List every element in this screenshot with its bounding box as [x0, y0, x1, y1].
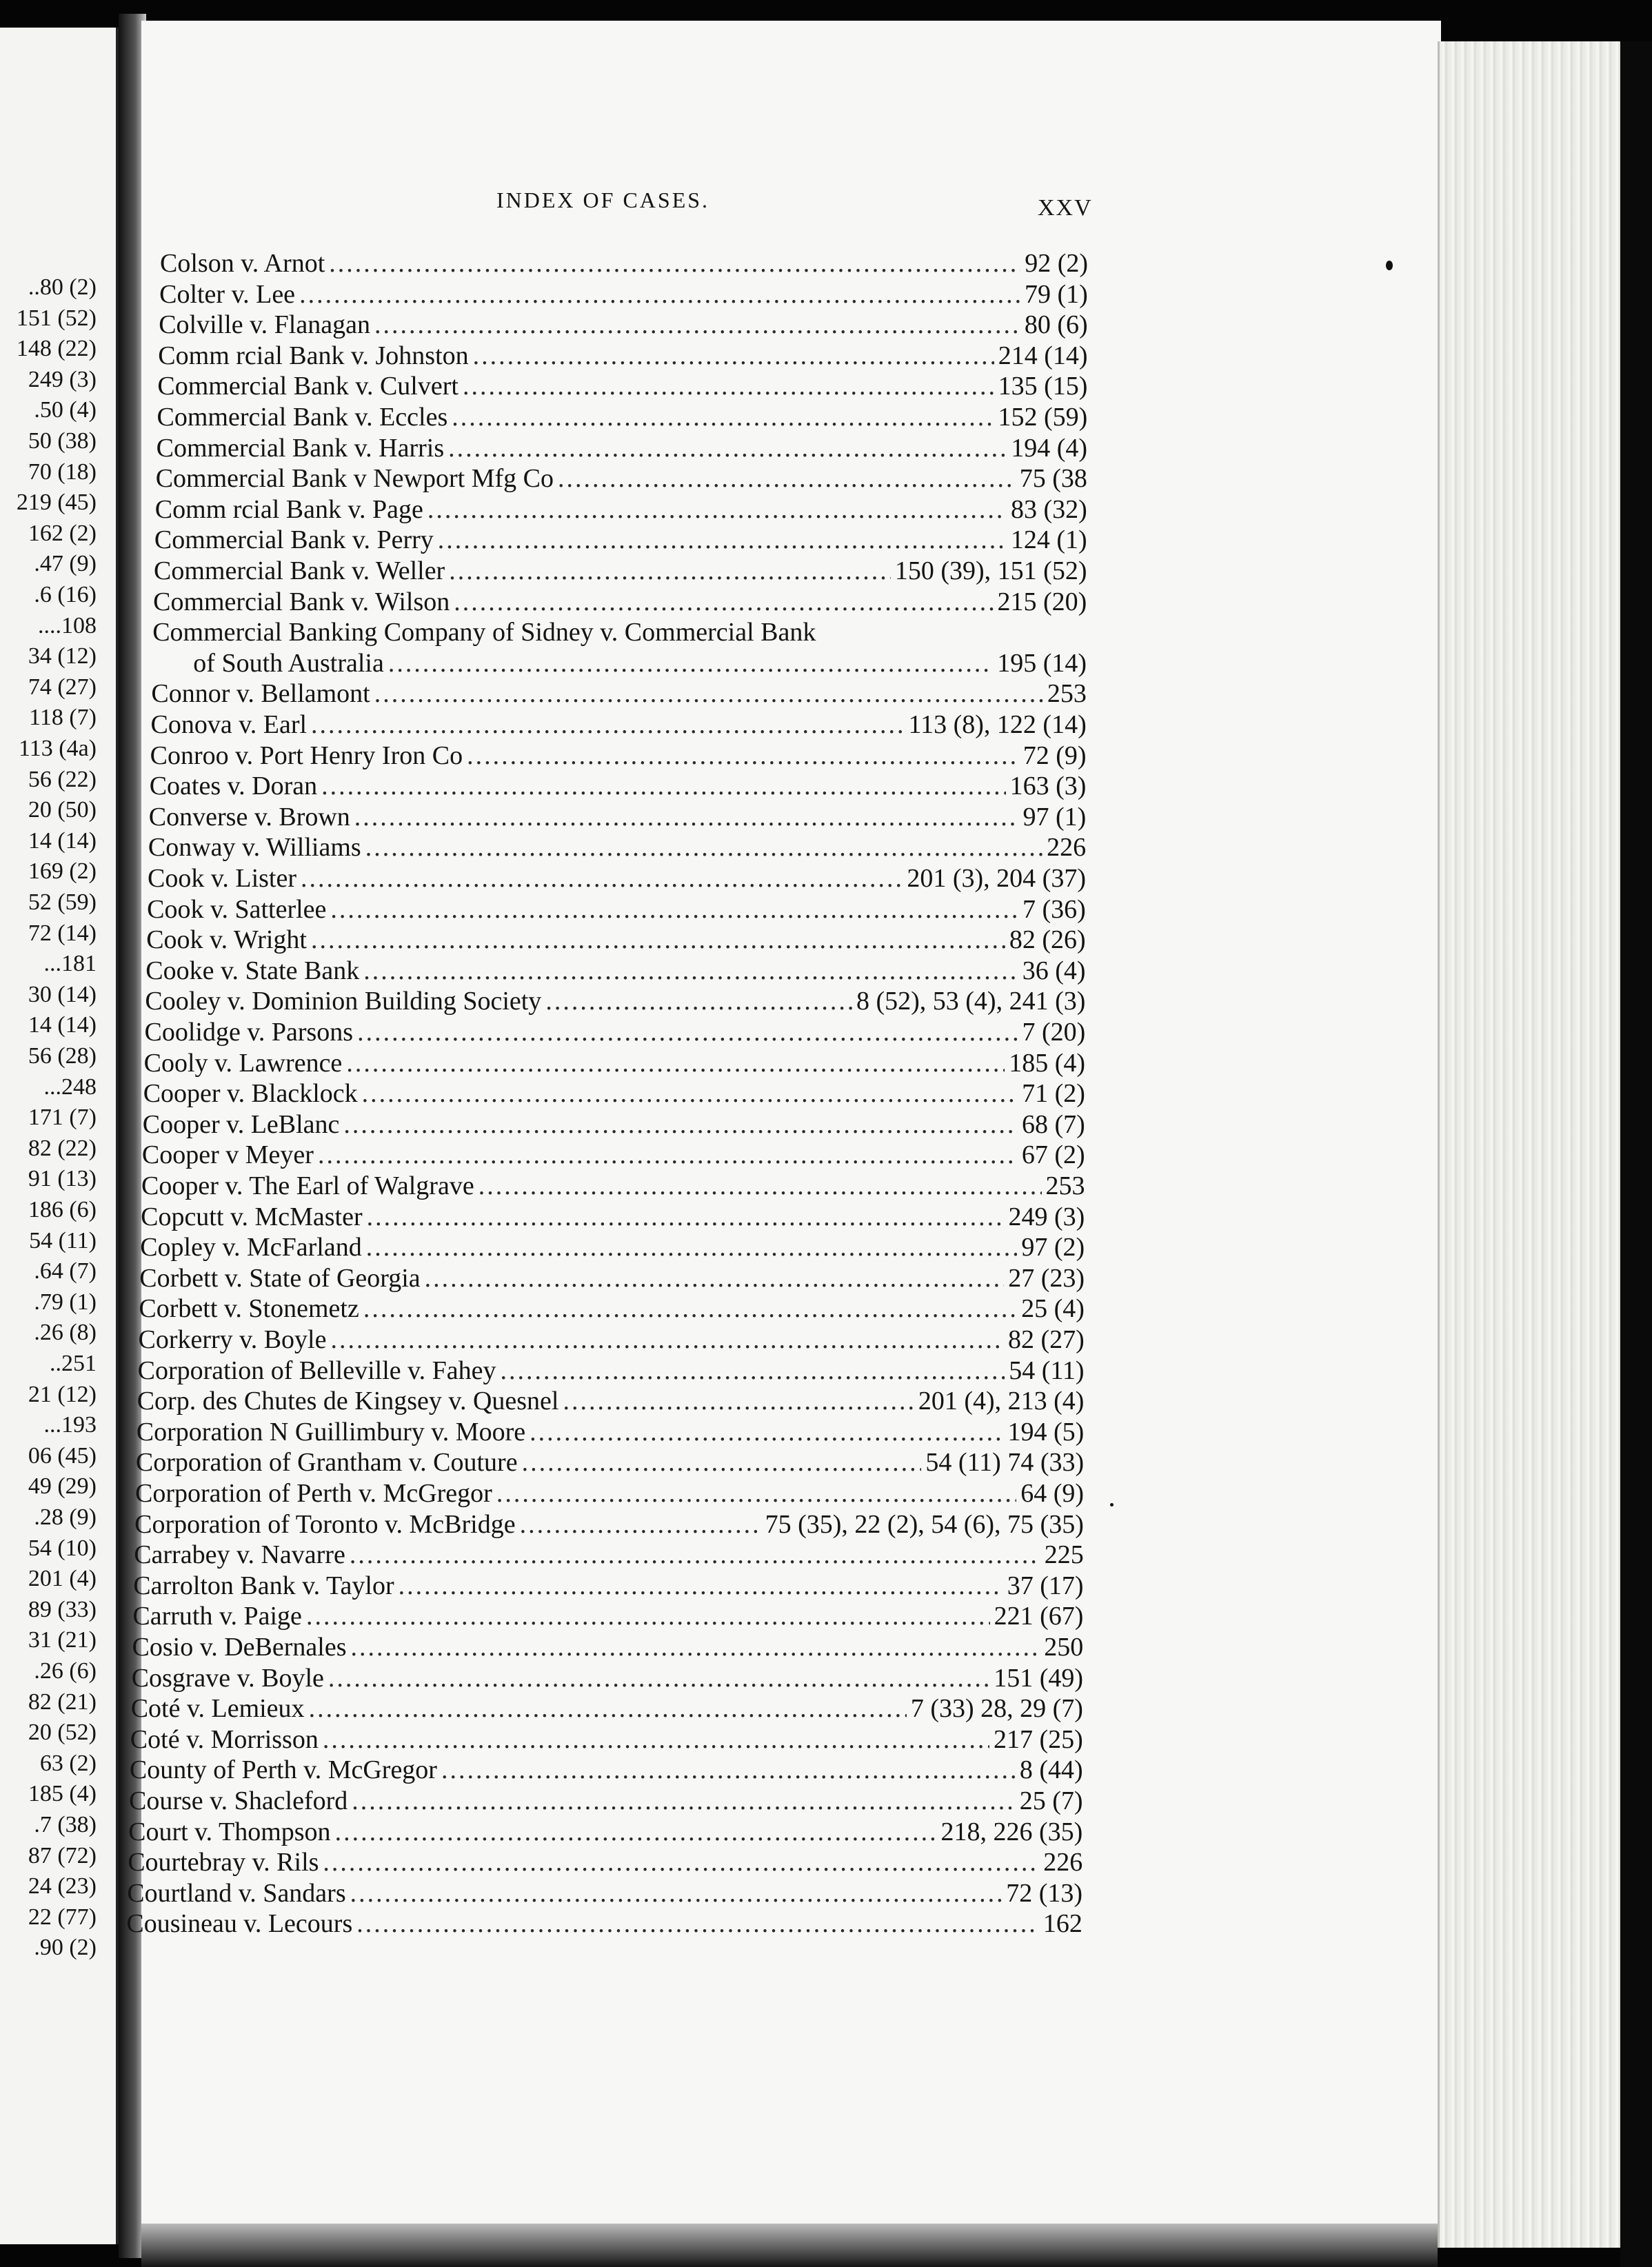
left-page-ref: 89 (33)	[28, 1596, 97, 1622]
index-entry	[145, 956, 1085, 986]
index-entry	[141, 1171, 1085, 1201]
dot-leader	[452, 402, 994, 432]
case-name: Corbett v. Stonemetz	[139, 1294, 359, 1324]
left-page-ref: 14 (14)	[28, 1012, 97, 1038]
index-entry	[148, 863, 1086, 894]
case-name: Coté v. Morrisson	[130, 1724, 319, 1754]
left-page-ref: 74 (27)	[28, 674, 97, 700]
index-entry	[154, 556, 1087, 586]
dot-leader	[365, 832, 1042, 863]
left-page-ref: 24 (23)	[28, 1873, 97, 1900]
case-name: Corporation of Belleville v. Fahey	[137, 1356, 496, 1385]
left-page-ref: .64 (7)	[34, 1258, 97, 1284]
dot-leader	[318, 1140, 1018, 1170]
left-page-ref: 22 (77)	[28, 1904, 97, 1930]
left-page-ref: ...193	[43, 1412, 97, 1438]
case-name: Cooly v. Lawrence	[143, 1048, 343, 1078]
page-reference: 92 (2)	[1025, 249, 1088, 278]
page-reference: 72 (13)	[1006, 1878, 1083, 1908]
case-name: Coolidge v. Parsons	[144, 1018, 354, 1047]
left-page-ref: 49 (29)	[28, 1473, 97, 1500]
dot-leader	[309, 1693, 907, 1724]
case-name: Commercial Bank v. Culvert	[157, 372, 459, 401]
case-name: Court v. Thompson	[128, 1817, 331, 1846]
case-name: Comm rcial Bank v. Johnston	[158, 341, 469, 370]
index-entry	[127, 1878, 1082, 1908]
index-entry	[142, 1140, 1085, 1170]
page-reference: 80 (6)	[1024, 310, 1088, 340]
dot-leader	[425, 1263, 1005, 1293]
left-page-ref: 54 (11)	[29, 1227, 97, 1253]
index-entry	[159, 310, 1088, 340]
left-page-ref: 249 (3)	[28, 366, 97, 392]
case-name: Commercial Bank v. Perry	[154, 525, 434, 555]
index-entry	[160, 248, 1088, 279]
page-reference: 72 (9)	[1023, 740, 1087, 770]
dot-leader	[330, 1324, 1003, 1355]
case-name: Courtebray v. Rils	[128, 1848, 319, 1877]
left-page-ref: 171 (7)	[28, 1105, 97, 1131]
dot-leader	[520, 1509, 761, 1540]
case-name: Connor v. Bellamont	[151, 679, 370, 709]
page-reference: 7 (36)	[1023, 894, 1086, 924]
index-entry	[148, 832, 1086, 863]
dot-leader	[328, 1663, 989, 1693]
case-name: of South Australia	[193, 648, 384, 678]
case-name: Colson v. Arnot	[160, 249, 325, 278]
index-entry	[139, 1324, 1085, 1355]
left-page-ref: 82 (22)	[28, 1135, 97, 1161]
dot-leader	[306, 1601, 990, 1631]
page-reference: 64 (9)	[1020, 1479, 1084, 1508]
dot-leader	[454, 587, 993, 617]
case-name: Cousineau v. Lecours	[126, 1909, 353, 1939]
page-reference: 54 (11) 74 (33)	[925, 1448, 1085, 1478]
index-entry	[147, 894, 1086, 925]
left-page-ref: 185 (4)	[28, 1781, 97, 1807]
page-reference: 68 (7)	[1021, 1109, 1085, 1139]
page-reference: 150 (39), 151 (52)	[894, 556, 1087, 585]
left-page-ref: 34 (12)	[28, 643, 97, 669]
dot-leader	[311, 709, 904, 740]
dot-leader	[522, 1447, 922, 1478]
page-reference: 185 (4)	[1009, 1048, 1086, 1078]
case-name: Cooper v. Blacklock	[143, 1079, 358, 1109]
index-entry	[156, 463, 1087, 494]
case-name: Cooper v. The Earl of Walgrave	[141, 1171, 474, 1200]
dot-leader	[323, 1724, 989, 1755]
case-name: Corporation of Grantham v. Couture	[135, 1448, 518, 1478]
page-reference: 82 (26)	[1009, 925, 1086, 955]
dot-leader	[311, 925, 1005, 955]
index-entry	[132, 1663, 1084, 1693]
left-page-ref: 82 (21)	[28, 1689, 97, 1715]
case-name: Commercial Bank v. Wilson	[153, 587, 450, 616]
case-name: Corporation of Perth v. McGregor	[135, 1479, 492, 1508]
page-reference: 226	[1043, 1848, 1083, 1877]
left-page-ref: .6 (16)	[34, 582, 97, 607]
case-name: Course v. Shacleford	[129, 1786, 348, 1815]
dot-leader	[354, 802, 1019, 832]
index-entry	[145, 986, 1085, 1016]
page-reference: 135 (15)	[998, 372, 1088, 401]
case-name: Conroo v. Port Henry Iron Co	[150, 740, 463, 770]
case-name: Commercial Bank v. Eccles	[157, 403, 448, 432]
case-name: Carrolton Bank v. Taylor	[133, 1571, 394, 1600]
dot-leader	[362, 1078, 1018, 1109]
dot-leader	[366, 1232, 1018, 1262]
index-entry	[126, 1908, 1082, 1939]
dot-leader	[367, 1202, 1005, 1232]
case-name: Corp. des Chutes de Kingsey v. Quesnel	[137, 1387, 559, 1416]
index-entry	[137, 1386, 1085, 1416]
dot-leader	[427, 494, 1007, 525]
case-name: Conova v. Earl	[150, 710, 308, 739]
page-reference: 37 (17)	[1007, 1571, 1084, 1600]
case-name: Cook v. Lister	[148, 864, 297, 893]
index-entry	[132, 1601, 1083, 1631]
case-name: Cook v. Satterlee	[147, 894, 327, 924]
left-page-ref: 148 (22)	[16, 336, 97, 362]
page-reference: 124 (1)	[1010, 525, 1087, 555]
dot-leader	[374, 678, 1043, 709]
dot-leader	[545, 986, 852, 1016]
dot-leader	[330, 894, 1018, 925]
left-page-ref: 20 (50)	[28, 797, 97, 823]
page-reference: 97 (2)	[1021, 1233, 1085, 1262]
dot-leader	[558, 463, 1016, 494]
page-reference: 218, 226 (35)	[940, 1817, 1083, 1846]
left-page-ref: 56 (22)	[28, 766, 97, 792]
index-entry	[141, 1202, 1085, 1232]
case-name: Commercial Bank v. Weller	[154, 556, 445, 585]
case-name: Cooper v Meyer	[141, 1140, 314, 1170]
case-name: Carrabey v. Navarre	[134, 1540, 345, 1570]
dot-leader	[343, 1109, 1018, 1140]
case-name: Corporation N Guillimbury v. Moore	[136, 1417, 526, 1447]
case-name: Copley v. McFarland	[140, 1233, 362, 1262]
index-entry	[131, 1693, 1083, 1724]
page-reference: 7 (20)	[1022, 1018, 1086, 1047]
dot-leader	[356, 1908, 1039, 1939]
index-entry	[193, 648, 1087, 678]
page-reference: 75 (38	[1019, 464, 1087, 494]
page-reference: 83 (32)	[1010, 494, 1087, 524]
index-entry	[135, 1478, 1084, 1509]
case-name: Coté v. Lemieux	[130, 1694, 305, 1724]
index-entry	[138, 1356, 1085, 1386]
index-entry	[145, 1017, 1086, 1047]
index-entry	[140, 1232, 1085, 1262]
left-page-ref: 21 (12)	[28, 1381, 97, 1407]
index-entry	[143, 1109, 1085, 1140]
left-page-ref: .90 (2)	[34, 1935, 97, 1961]
index-entry	[128, 1817, 1082, 1847]
page-reference: 67 (2)	[1021, 1140, 1085, 1170]
index-entry	[144, 1048, 1086, 1078]
case-name: Cosgrave v. Boyle	[131, 1663, 324, 1693]
page-number: XXV	[1038, 195, 1093, 221]
dot-leader	[399, 1571, 1003, 1601]
dot-leader	[449, 556, 891, 586]
index-entry	[130, 1755, 1083, 1785]
left-page-ref: 91 (13)	[28, 1166, 97, 1192]
case-name: Copcutt v. McMaster	[141, 1202, 363, 1231]
left-page-ref: 20 (52)	[28, 1720, 97, 1746]
page-reference: 71 (2)	[1022, 1079, 1085, 1109]
page-reference: 226	[1047, 833, 1087, 863]
index-entry	[128, 1847, 1082, 1877]
dot-leader	[374, 310, 1020, 340]
left-page-ref: 186 (6)	[28, 1197, 97, 1222]
left-page-ref: ...181	[43, 951, 97, 977]
case-name: Corkerry v. Boyle	[138, 1325, 327, 1354]
dot-leader	[463, 371, 994, 401]
page-reference: 82 (27)	[1007, 1325, 1085, 1354]
index-entry	[157, 371, 1087, 401]
left-page-ref: 50 (38)	[28, 428, 97, 454]
page-reference: 162	[1042, 1909, 1082, 1939]
page-reference: 27 (23)	[1008, 1263, 1085, 1293]
dot-leader	[363, 1293, 1017, 1324]
left-page-ref: ...248	[43, 1074, 97, 1100]
index-entry	[134, 1540, 1084, 1570]
page-reference: 151 (49)	[994, 1663, 1084, 1693]
left-page-ref: 113 (4a)	[19, 736, 97, 761]
index-entry	[155, 494, 1087, 525]
left-page-ref: .26 (8)	[34, 1320, 97, 1346]
ink-speck	[1110, 1503, 1114, 1507]
index-entry	[150, 740, 1087, 771]
case-name: Corbett v. State of Georgia	[139, 1263, 421, 1293]
case-name: Conway v. Williams	[148, 833, 361, 863]
page-reference: 194 (4)	[1011, 433, 1088, 463]
left-page-ref: 30 (14)	[28, 981, 97, 1007]
dot-leader	[363, 956, 1018, 986]
page-reference: 214 (14)	[998, 341, 1088, 370]
index-entry	[151, 709, 1087, 740]
dot-leader	[467, 740, 1019, 771]
index-entry: Commercial Banking Company of Sidney v. Commercial Bank	[152, 618, 816, 647]
page-reference: 253	[1045, 1171, 1085, 1200]
left-page-ref: .79 (1)	[34, 1289, 97, 1315]
dot-leader	[563, 1386, 914, 1416]
page-reference: 163 (3)	[1009, 772, 1087, 801]
page-reference: 79 (1)	[1025, 279, 1088, 309]
dot-leader	[323, 1847, 1039, 1877]
case-name: Converse v. Brown	[148, 802, 350, 832]
index-entry	[157, 433, 1088, 463]
page-reference: 225	[1044, 1540, 1084, 1570]
page-reference: 25 (7)	[1019, 1786, 1083, 1815]
dot-leader	[496, 1478, 1016, 1509]
index-entry	[157, 402, 1088, 432]
case-name: Commercial Bank v Newport Mfg Co	[155, 464, 554, 494]
dot-leader	[448, 433, 1007, 463]
index-entry	[149, 802, 1087, 832]
ink-speck	[1386, 261, 1393, 270]
dot-leader	[441, 1755, 1016, 1785]
index-entry	[154, 525, 1087, 555]
page-reference: 215 (20)	[997, 587, 1087, 616]
left-page-ref: 151 (52)	[16, 305, 97, 331]
case-name: County of Perth v. McGregor	[129, 1755, 437, 1785]
index-entry	[159, 279, 1088, 310]
left-page-ref: .26 (6)	[34, 1658, 97, 1684]
index-entry	[134, 1509, 1084, 1540]
left-page-ref: ....108	[38, 612, 97, 638]
left-page-ref: ..80 (2)	[28, 274, 97, 300]
page-reference: 201 (3), 204 (37)	[907, 864, 1086, 893]
left-page-ref: 52 (59)	[28, 889, 97, 915]
index-entry	[137, 1417, 1085, 1447]
case-name: Corporation of Toronto v. McBridge	[134, 1509, 516, 1539]
left-page-ref: 72 (14)	[28, 920, 97, 946]
left-page-ref: 56 (28)	[28, 1043, 97, 1069]
index-entry	[139, 1263, 1085, 1293]
left-page-ref: 162 (2)	[28, 520, 97, 546]
dot-leader	[388, 648, 993, 678]
dot-leader	[350, 1632, 1040, 1662]
case-name: Commercial Bank v. Harris	[156, 433, 445, 463]
case-name: Colville v. Flanagan	[159, 310, 370, 340]
dot-leader	[301, 863, 903, 894]
index-entry	[151, 678, 1087, 709]
left-page-ref: .47 (9)	[34, 551, 97, 577]
left-page-ref: 118 (7)	[29, 705, 97, 731]
left-page-ref: 63 (2)	[39, 1750, 97, 1776]
dot-leader	[299, 279, 1020, 310]
page-reference: 217 (25)	[993, 1724, 1083, 1754]
index-entry	[158, 341, 1087, 371]
page-reference: 253	[1047, 679, 1087, 709]
case-name: Comm rcial Bank v. Page	[154, 494, 423, 524]
case-name: Cook v. Wright	[146, 925, 307, 955]
page-reference: 54 (11)	[1009, 1356, 1085, 1385]
left-page-ref: .7 (38)	[34, 1812, 97, 1837]
page-reference: 194 (5)	[1007, 1417, 1085, 1447]
index-entry	[132, 1632, 1084, 1662]
left-page-ref: 219 (45)	[16, 490, 97, 516]
left-page-ref: 06 (45)	[28, 1442, 97, 1469]
dot-leader	[329, 248, 1020, 279]
left-page-ref: .28 (9)	[34, 1504, 97, 1530]
running-head: INDEX OF CASES.	[496, 188, 710, 212]
page-reference: 8 (52), 53 (4), 241 (3)	[856, 987, 1086, 1016]
left-page-ref: 31 (21)	[28, 1627, 97, 1653]
dot-leader	[357, 1017, 1018, 1047]
page-reference: 113 (8), 122 (14)	[908, 710, 1087, 739]
index-entry	[139, 1293, 1085, 1324]
case-name: Carruth v. Paige	[132, 1602, 302, 1631]
index-entry	[146, 925, 1086, 955]
page-reference: 7 (33) 28, 29 (7)	[910, 1694, 1083, 1724]
case-name: Cooper v. LeBlanc	[142, 1109, 340, 1139]
page-reference: 221 (67)	[994, 1602, 1084, 1631]
dot-leader	[352, 1786, 1015, 1816]
case-name: Colter v. Lee	[159, 279, 296, 309]
page-reference: 201 (4), 213 (4)	[918, 1387, 1085, 1416]
case-name: Cosio v. DeBernales	[132, 1633, 347, 1662]
left-page-ref: 87 (72)	[28, 1842, 97, 1868]
left-page-ref: 14 (14)	[28, 827, 97, 854]
page-reference: 195 (14)	[997, 648, 1087, 678]
dot-leader	[350, 1540, 1040, 1570]
case-name: Cooley v. Dominion Building Society	[145, 987, 542, 1016]
dot-leader	[350, 1878, 1003, 1908]
dot-leader	[501, 1356, 1005, 1386]
page-reference: 75 (35), 22 (2), 54 (6), 75 (35)	[765, 1509, 1084, 1539]
page-reference: 249 (3)	[1008, 1202, 1085, 1231]
dot-leader	[335, 1817, 937, 1847]
index-entry	[143, 1078, 1085, 1109]
page-reference: 36 (4)	[1022, 956, 1086, 985]
page-reference: 25 (4)	[1021, 1294, 1085, 1324]
dot-leader	[473, 341, 994, 371]
left-page-ref: .50 (4)	[34, 397, 97, 423]
left-page-ref: 70 (18)	[28, 459, 97, 485]
case-name: Courtland v. Sandars	[127, 1878, 346, 1908]
dot-leader	[321, 771, 1006, 801]
page-reference: 97 (1)	[1023, 802, 1087, 832]
dot-leader	[479, 1171, 1042, 1201]
page-reference: 152 (59)	[998, 403, 1088, 432]
left-page-ref: 54 (10)	[28, 1535, 97, 1561]
left-page-ref: 169 (2)	[28, 858, 97, 885]
case-name: Cooke v. State Bank	[145, 956, 360, 985]
case-name: Coates v. Doran	[149, 772, 318, 801]
dot-leader	[438, 525, 1007, 555]
index-entry	[130, 1724, 1083, 1755]
index-entry	[150, 771, 1087, 801]
left-page-ref: 201 (4)	[28, 1566, 97, 1592]
dot-leader	[346, 1048, 1005, 1078]
index-entry	[136, 1447, 1084, 1478]
dot-leader	[530, 1417, 1003, 1447]
index-entry	[153, 587, 1087, 617]
index-entry	[133, 1571, 1083, 1601]
page-reference: 250	[1044, 1633, 1084, 1662]
left-page-ref: ..251	[50, 1351, 97, 1376]
page-reference: 8 (44)	[1019, 1755, 1083, 1785]
index-entry	[129, 1786, 1083, 1816]
